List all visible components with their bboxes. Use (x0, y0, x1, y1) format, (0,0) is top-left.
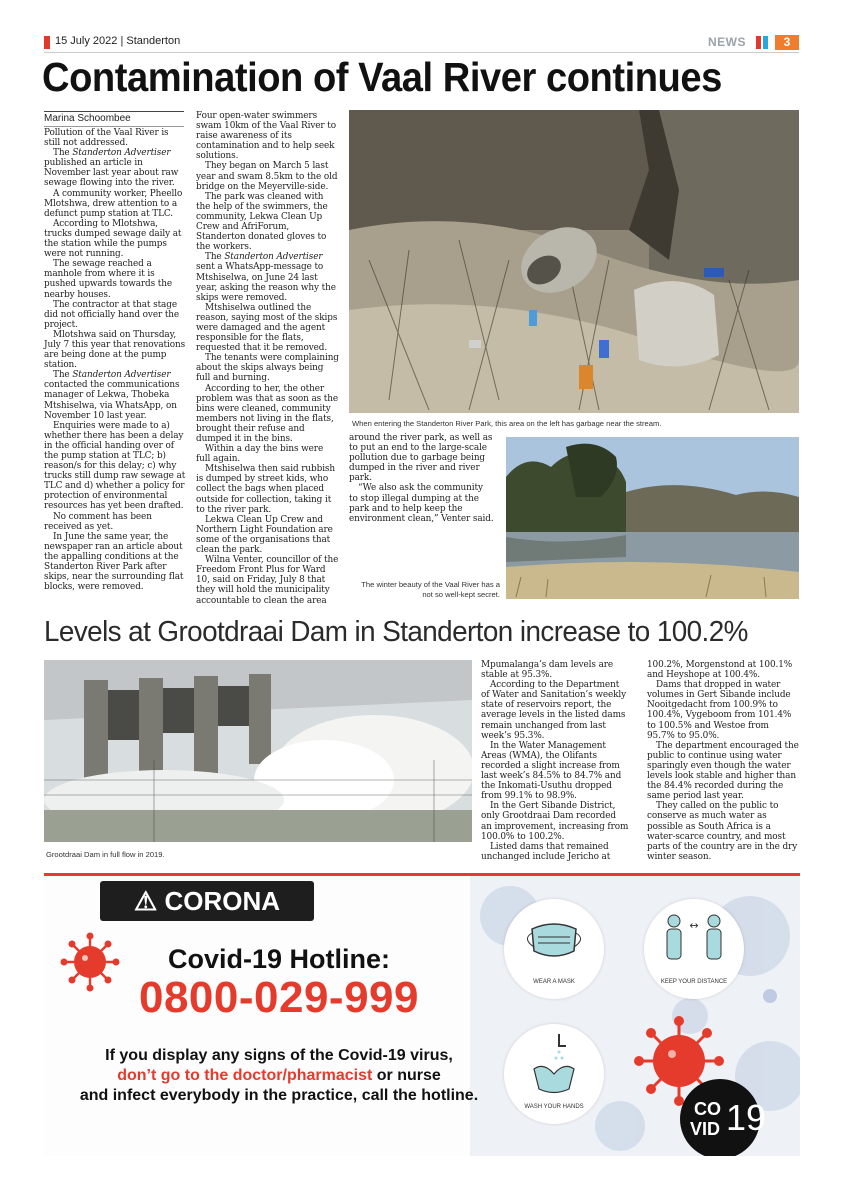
paragraph: According to Mlotshwa, trucks dumped sewage daily at the station while the pumps were not running. (44, 218, 182, 260)
photo-caption-vaal-river: The winter beauty of the Vaal River has a not so well-kept secret. (361, 580, 500, 599)
paragraph: Enquiries were made to a) whether there has been a delay in the official handing over of the pump station at TLC; b) reason/s for this delay; c) why trucks still dump raw sewage at TLC and d) whether a policy for protection of environmental resources has yet been drafted. (44, 420, 186, 512)
header-accent-bar (44, 36, 50, 49)
covid-hotline-advert (44, 873, 800, 1156)
paragraph: The tenants were complaining about the skips always being full and burning. (196, 353, 339, 384)
paragraph: A community worker, Pheello Mlotshwa, drew attention to a defunct pump station at TLC. (44, 188, 183, 219)
paragraph: No comment has been received as yet. (44, 511, 152, 532)
tip-keep-distance (644, 899, 744, 999)
paragraph: The Standerton Advertiser published an article in November last year about raw sewage flowing into the river. (44, 148, 179, 189)
article-headline: Contamination of Vaal River continues (42, 54, 722, 100)
header-square-blue (763, 36, 768, 49)
mask-icon (504, 899, 604, 979)
logo-text-19: 19 (726, 1097, 767, 1138)
logo-text-vid: VID (690, 1119, 721, 1139)
ad-message (64, 1046, 494, 1106)
paragraph: Four open-water swimmers swam 10km of the Vaal River to raise awareness of its contamination and to help seek solutions. (196, 111, 336, 162)
paragraph: The Standerton Advertiser contacted the communications manager of Lekwa, Thobeka Mtshiselwa, via WhatsApp, on November 10 last year. (44, 370, 180, 421)
byline: Marina Schoombee (44, 113, 131, 124)
photo-caption-dam: Grootdraai Dam in full flow in 2019. (46, 850, 165, 859)
svg-text:↔: ↔ (689, 919, 699, 932)
page-number: 3 (775, 35, 799, 50)
grootdraai-dam-photo (44, 660, 472, 842)
paragraph: Dams that dropped in water volumes in Gert Sibande include Nooitgedacht from 100.9% to 100.4%, Vygeboom from 101.4% to 100.5% and Westoe from 95.7% to 95.0%. (647, 680, 792, 741)
paragraph: Within a day the bins were full again. (196, 444, 324, 465)
paragraph: Mtshiselwa outlined the reason, saying most of the skips were damaged and the agent responsible for the flats, requested that it be removed. (196, 302, 338, 354)
paragraph: According to her, the other problem was that as soon as the bins were cleaned, community members not living in the flats, brought their refuse and dumped it in the bins. (196, 383, 339, 444)
paragraph: Mlotshwa said on Thursday, July 7 this year that renovations are being done at the pump station. (44, 329, 186, 371)
article-column-3 (349, 433, 494, 524)
header-square-red (756, 36, 761, 49)
distance-icon (644, 899, 744, 979)
byline-rule-bottom (44, 126, 184, 127)
paragraph: In the Gert Sibande District, only Grootdraai Dam recorded an improvement, increasing from 100.0% to 100.2%. (481, 801, 629, 842)
paragraph: Mtshiselwa then said rubbish is dumped by street kids, who collect the bags when placed outside for collection, taking it to the river park. (196, 464, 336, 515)
paragraph: Pollution of the Vaal River is still not addressed. (44, 128, 169, 149)
header-rule (44, 52, 799, 53)
paragraph: The sewage reached a manhole from where it is pushed upwards towards the nearby houses. (44, 259, 173, 300)
tip-label-mask: WEAR A MASK (533, 979, 575, 985)
ad-message-line-1: If you display any signs of the Covid-19 virus, (105, 1047, 453, 1064)
vaal-river-photo (506, 437, 799, 599)
paragraph: They called on the public to conserve as much water as possible as South Africa is a water-scarce country, and most parts of the country are in the dry winter season. (647, 801, 798, 862)
ad-message-line-2-rest: or nurse (372, 1067, 441, 1084)
paragraph: 100.2%, Morgenstond at 100.1% and Heyshope at 100.4%. (647, 660, 793, 681)
paragraph: The contractor at that stage did not officially hand over the project. (44, 299, 180, 330)
paragraph: In June the same year, the newspaper ran an article about the appalling conditions at the Standerton River Park after skips, near the surrounding flat blocks, were removed. (44, 531, 184, 593)
article-2-column-1 (481, 660, 629, 862)
paragraph: Mpumalanga’s dam levels are stable at 95.3%. (481, 660, 614, 681)
covid-19-logo (680, 1079, 767, 1156)
tip-wear-mask (504, 899, 604, 999)
paragraph: The Standerton Advertiser sent a WhatsApp-message to Mtshiselwa, on June 24 last year, asking the reason why the skips were removed. (196, 252, 336, 303)
river-park-garbage-photo (349, 110, 799, 413)
tip-wash-hands (504, 1024, 604, 1124)
article-column-2 (196, 111, 340, 606)
paragraph: Lekwa Clean Up Crew and Northern Light Foundation are some of the organisations that clean the park. (196, 514, 333, 556)
ad-message-line-2 (64, 1066, 494, 1086)
article-2-column-2 (647, 660, 799, 862)
paragraph: The park was cleaned with the help of the swimmers, the community, Lekwa Clean Up Crew and AfriForum, Standerton donated gloves to the workers. (196, 191, 328, 253)
paragraph: According to the Department of Water and Sanitation’s weekly state of reservoirs report, the average levels in the listed dams remain unchanged from last week’s 95.3%. (481, 680, 627, 741)
paragraph: In the Water Management Areas (WMA), the Olifants recorded a slight increase from last week’s 84.5% to 84.7% and the Inkomati-Usuthu dropped from 99.1% to 98.9%. (481, 740, 622, 802)
ad-message-warning: don’t go to the doctor/pharmacist (117, 1067, 373, 1084)
paragraph: around the river park, as well as to put an end to the large-scale pollution due to garbage being dumped in the river and river park. (349, 433, 493, 484)
corona-badge: ⚠ CORONA (100, 881, 314, 921)
tip-label-distance: KEEP YOUR DISTANCE (660, 979, 728, 985)
paragraph: They began on March 5 last year and swam 8.5km to the old bridge on the Meyerville-side. (196, 161, 338, 192)
tip-label-wash: WASH YOUR HANDS (524, 1104, 584, 1110)
wash-hands-icon (504, 1024, 604, 1104)
hotline-title: Covid-19 Hotline: (167, 944, 390, 974)
article-column-1 (44, 128, 186, 592)
photo-caption-river-park: When entering the Standerton River Park, this area on the left has garbage near the stream. (352, 419, 662, 428)
issue-date: 15 July 2022 | Standerton (55, 35, 181, 47)
paragraph: Listed dams that remained unchanged include Jericho at (481, 841, 611, 862)
section-label: NEWS (708, 35, 746, 49)
byline-rule (44, 111, 184, 112)
paragraph: “We also ask the community to stop illegal dumping at the park and to help keep the environment clean,” Venter said. (349, 483, 494, 524)
article-2-headline: Levels at Grootdraai Dam in Standerton increase to 100.2% (44, 616, 748, 648)
paragraph: The department encouraged the public to continue using water sparingly even though the water levels look stable and higher than the 84.4% recorded during the same period last year. (647, 740, 799, 802)
logo-text-co: CO (694, 1099, 721, 1119)
paragraph: Wilna Venter, councillor of the Freedom Front Plus for Ward 10, said on Friday, July 8 that they will hold the municipality accountable to clean the area (196, 555, 339, 606)
hotline-number[interactable]: 0800-029-999 (138, 973, 419, 1022)
ad-message-line-3: and infect everybody in the practice, call the hotline. (79, 1087, 479, 1104)
